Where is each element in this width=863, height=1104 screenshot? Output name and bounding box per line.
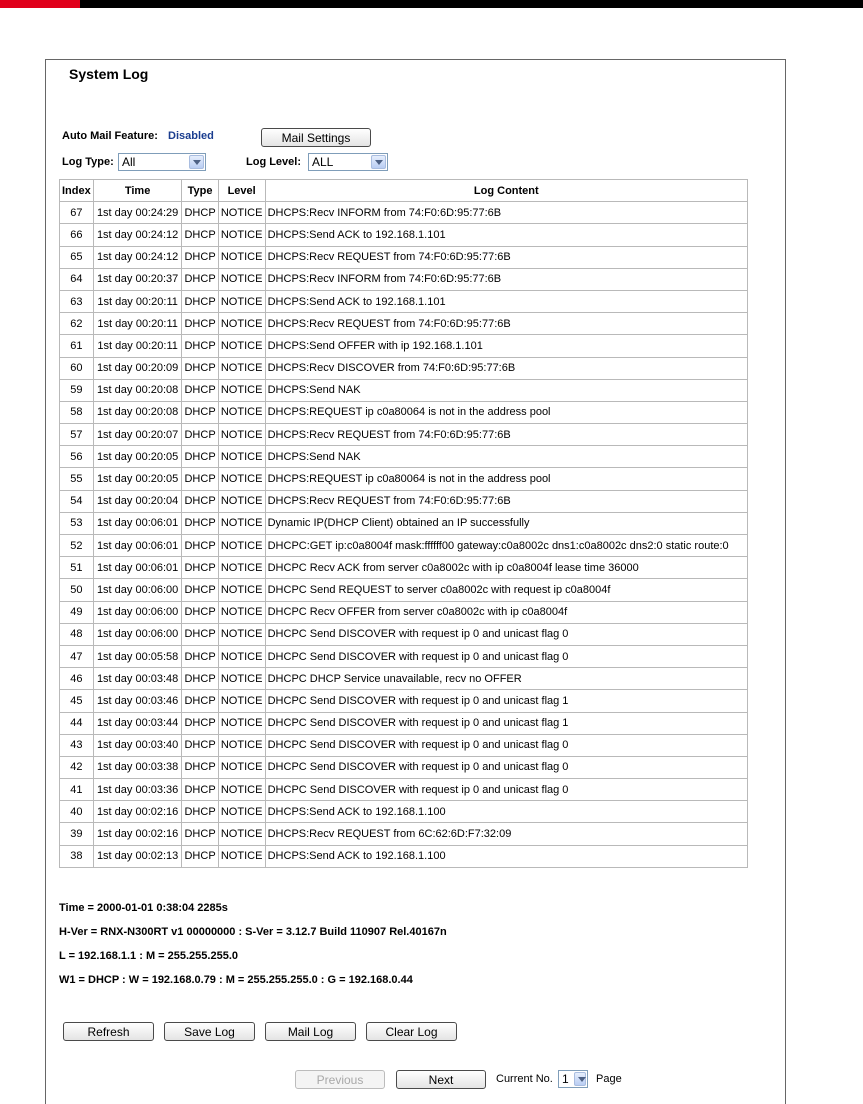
log-content-cell: DHCPC Recv ACK from server c0a8002c with ip c0a8004f lease time 36000 <box>265 557 747 579</box>
log-content-cell: DHCPS:Recv REQUEST from 6C:62:6D:F7:32:09 <box>265 823 747 845</box>
table-row <box>60 557 748 579</box>
log-index-cell: 58 <box>60 401 94 423</box>
log-type-cell: DHCP <box>182 756 218 778</box>
log-time-cell: 1st day 00:03:44 <box>93 712 182 734</box>
log-type-cell: DHCP <box>182 468 218 490</box>
log-time-cell: 1st day 00:20:07 <box>93 424 182 446</box>
log-time-cell: 1st day 00:02:16 <box>93 823 182 845</box>
table-row <box>60 446 748 468</box>
save-log-button[interactable]: Save Log <box>164 1022 255 1041</box>
table-row <box>60 668 748 690</box>
log-time-cell: 1st day 00:02:16 <box>93 801 182 823</box>
log-time-cell: 1st day 00:20:08 <box>93 379 182 401</box>
log-content-cell: DHCPS:Recv INFORM from 74:F0:6D:95:77:6B <box>265 268 747 290</box>
log-index-cell: 61 <box>60 335 94 357</box>
log-content-cell: DHCPS:Send NAK <box>265 446 747 468</box>
table-row <box>60 512 748 534</box>
table-row <box>60 823 748 845</box>
column-header-type: Type <box>182 180 218 202</box>
log-content-cell: DHCPC Send DISCOVER with request ip 0 and unicast flag 0 <box>265 734 747 756</box>
log-index-cell: 62 <box>60 313 94 335</box>
table-row <box>60 290 748 312</box>
table-row <box>60 313 748 335</box>
log-time-cell: 1st day 00:20:05 <box>93 468 182 490</box>
table-row <box>60 734 748 756</box>
log-type-cell: DHCP <box>182 512 218 534</box>
log-type-cell: DHCP <box>182 623 218 645</box>
log-type-cell: DHCP <box>182 823 218 845</box>
log-type-cell: DHCP <box>182 645 218 667</box>
log-index-cell: 49 <box>60 601 94 623</box>
log-level-cell: NOTICE <box>218 224 265 246</box>
log-content-cell: DHCPC Send DISCOVER with request ip 0 and unicast flag 0 <box>265 645 747 667</box>
log-level-cell: NOTICE <box>218 557 265 579</box>
log-index-cell: 38 <box>60 845 94 867</box>
log-level-cell: NOTICE <box>218 801 265 823</box>
log-type-cell: DHCP <box>182 357 218 379</box>
log-level-cell: NOTICE <box>218 712 265 734</box>
log-level-cell: NOTICE <box>218 246 265 268</box>
log-type-cell: DHCP <box>182 202 218 224</box>
log-time-cell: 1st day 00:06:01 <box>93 557 182 579</box>
log-type-cell: DHCP <box>182 379 218 401</box>
log-index-cell: 40 <box>60 801 94 823</box>
log-time-cell: 1st day 00:06:00 <box>93 579 182 601</box>
column-header-level: Level <box>218 180 265 202</box>
log-type-cell: DHCP <box>182 801 218 823</box>
log-index-cell: 59 <box>60 379 94 401</box>
log-content-cell: DHCPS:Send ACK to 192.168.1.100 <box>265 801 747 823</box>
log-index-cell: 63 <box>60 290 94 312</box>
table-row <box>60 224 748 246</box>
log-index-cell: 52 <box>60 535 94 557</box>
log-content-cell: DHCPS:Recv REQUEST from 74:F0:6D:95:77:6B <box>265 313 747 335</box>
log-type-select[interactable] <box>118 153 206 171</box>
log-content-cell: DHCPS:Send ACK to 192.168.1.101 <box>265 290 747 312</box>
table-row <box>60 246 748 268</box>
current-page-label: Current No. <box>496 1073 553 1085</box>
table-row <box>60 379 748 401</box>
log-time-cell: 1st day 00:24:12 <box>93 246 182 268</box>
log-content-cell: Dynamic IP(DHCP Client) obtained an IP successfully <box>265 512 747 534</box>
log-level-value: ALL <box>312 155 334 169</box>
table-row <box>60 623 748 645</box>
log-index-cell: 56 <box>60 446 94 468</box>
log-content-cell: DHCPC Send DISCOVER with request ip 0 and unicast flag 1 <box>265 712 747 734</box>
column-header-index: Index <box>60 180 94 202</box>
refresh-button[interactable]: Refresh <box>63 1022 154 1041</box>
log-level-cell: NOTICE <box>218 490 265 512</box>
log-type-cell: DHCP <box>182 446 218 468</box>
log-content-cell: DHCPC Send DISCOVER with request ip 0 and unicast flag 0 <box>265 756 747 778</box>
log-type-cell: DHCP <box>182 246 218 268</box>
log-level-cell: NOTICE <box>218 690 265 712</box>
log-type-cell: DHCP <box>182 401 218 423</box>
log-time-cell: 1st day 00:20:05 <box>93 446 182 468</box>
table-row <box>60 779 748 801</box>
log-type-cell: DHCP <box>182 490 218 512</box>
log-type-cell: DHCP <box>182 690 218 712</box>
log-level-cell: NOTICE <box>218 379 265 401</box>
log-content-cell: DHCPS:Recv REQUEST from 74:F0:6D:95:77:6B <box>265 424 747 446</box>
log-index-cell: 48 <box>60 623 94 645</box>
log-time-cell: 1st day 00:05:58 <box>93 645 182 667</box>
log-content-cell: DHCPC Send DISCOVER with request ip 0 and unicast flag 0 <box>265 779 747 801</box>
table-row <box>60 645 748 667</box>
log-content-cell: DHCPC Send DISCOVER with request ip 0 and unicast flag 1 <box>265 690 747 712</box>
table-row <box>60 579 748 601</box>
log-content-cell: DHCPS:Send NAK <box>265 379 747 401</box>
wan-info: W1 = DHCP : W = 192.168.0.79 : M = 255.255.255.0 : G = 192.168.0.44 <box>59 974 413 986</box>
log-level-cell: NOTICE <box>218 734 265 756</box>
log-index-cell: 41 <box>60 779 94 801</box>
current-page-value: 1 <box>562 1072 569 1086</box>
chevron-down-icon[interactable] <box>574 1072 586 1086</box>
log-time-cell: 1st day 00:02:13 <box>93 845 182 867</box>
table-row <box>60 468 748 490</box>
log-content-cell: DHCPC Send DISCOVER with request ip 0 and unicast flag 0 <box>265 623 747 645</box>
log-index-cell: 64 <box>60 268 94 290</box>
table-row <box>60 424 748 446</box>
log-content-cell: DHCPS:Recv REQUEST from 74:F0:6D:95:77:6B <box>265 246 747 268</box>
log-type-cell: DHCP <box>182 335 218 357</box>
log-time-cell: 1st day 00:03:48 <box>93 668 182 690</box>
log-table <box>59 179 748 868</box>
log-level-cell: NOTICE <box>218 468 265 490</box>
log-index-cell: 45 <box>60 690 94 712</box>
log-index-cell: 51 <box>60 557 94 579</box>
log-time-cell: 1st day 00:06:01 <box>93 512 182 534</box>
page-label: Page <box>596 1073 622 1085</box>
log-content-cell: DHCPS:Send ACK to 192.168.1.101 <box>265 224 747 246</box>
log-time-cell: 1st day 00:24:12 <box>93 224 182 246</box>
log-type-cell: DHCP <box>182 224 218 246</box>
log-level-cell: NOTICE <box>218 601 265 623</box>
log-content-cell: DHCPS:Send OFFER with ip 192.168.1.101 <box>265 335 747 357</box>
log-type-value: All <box>122 155 136 169</box>
column-header-time: Time <box>93 180 182 202</box>
chevron-down-icon[interactable] <box>189 155 204 169</box>
log-index-cell: 55 <box>60 468 94 490</box>
log-level-label: Log Level: <box>246 156 302 168</box>
current-page-select[interactable] <box>558 1070 588 1088</box>
clear-log-button[interactable]: Clear Log <box>366 1022 457 1041</box>
log-content-cell: DHCPC DHCP Service unavailable, recv no OFFER <box>265 668 747 690</box>
table-row <box>60 335 748 357</box>
log-type-cell: DHCP <box>182 268 218 290</box>
log-type-cell: DHCP <box>182 557 218 579</box>
log-content-cell: DHCPS:REQUEST ip c0a80064 is not in the address pool <box>265 401 747 423</box>
log-content-cell: DHCPS:Recv REQUEST from 74:F0:6D:95:77:6B <box>265 490 747 512</box>
log-level-cell: NOTICE <box>218 779 265 801</box>
column-header-log-content: Log Content <box>265 180 747 202</box>
mail-settings-button[interactable]: Mail Settings <box>261 128 371 147</box>
log-time-cell: 1st day 00:20:11 <box>93 313 182 335</box>
log-type-cell: DHCP <box>182 601 218 623</box>
table-header-row <box>60 180 748 202</box>
log-time-cell: 1st day 00:20:11 <box>93 335 182 357</box>
table-row <box>60 601 748 623</box>
table-row <box>60 845 748 867</box>
table-row <box>60 690 748 712</box>
log-index-cell: 50 <box>60 579 94 601</box>
log-time-cell: 1st day 00:20:08 <box>93 401 182 423</box>
log-table-body <box>60 202 748 868</box>
log-type-cell: DHCP <box>182 313 218 335</box>
top-bar <box>0 0 863 8</box>
system-time: Time = 2000-01-01 0:38:04 2285s <box>59 902 228 914</box>
log-content-cell: DHCPC:GET ip:c0a8004f mask:ffffff00 gateway:c0a8002c dns1:c0a8002c dns2:0 static route:0 <box>265 535 747 557</box>
table-row <box>60 756 748 778</box>
log-level-cell: NOTICE <box>218 268 265 290</box>
log-level-cell: NOTICE <box>218 512 265 534</box>
table-row <box>60 712 748 734</box>
log-level-cell: NOTICE <box>218 290 265 312</box>
log-level-cell: NOTICE <box>218 645 265 667</box>
chevron-down-icon[interactable] <box>371 155 386 169</box>
log-level-cell: NOTICE <box>218 535 265 557</box>
log-index-cell: 44 <box>60 712 94 734</box>
log-index-cell: 60 <box>60 357 94 379</box>
lan-info: L = 192.168.1.1 : M = 255.255.255.0 <box>59 950 238 962</box>
log-time-cell: 1st day 00:24:29 <box>93 202 182 224</box>
page-title: System Log <box>69 66 149 82</box>
log-index-cell: 53 <box>60 512 94 534</box>
log-level-cell: NOTICE <box>218 845 265 867</box>
log-time-cell: 1st day 00:20:11 <box>93 290 182 312</box>
log-level-select[interactable] <box>308 153 388 171</box>
table-row <box>60 490 748 512</box>
log-time-cell: 1st day 00:03:40 <box>93 734 182 756</box>
mail-log-button[interactable]: Mail Log <box>265 1022 356 1041</box>
system-log-panel <box>45 59 786 1104</box>
log-index-cell: 43 <box>60 734 94 756</box>
table-row <box>60 801 748 823</box>
log-type-cell: DHCP <box>182 668 218 690</box>
table-row <box>60 357 748 379</box>
log-type-cell: DHCP <box>182 579 218 601</box>
log-type-cell: DHCP <box>182 535 218 557</box>
log-time-cell: 1st day 00:03:36 <box>93 779 182 801</box>
log-level-cell: NOTICE <box>218 313 265 335</box>
log-time-cell: 1st day 00:06:01 <box>93 535 182 557</box>
log-index-cell: 65 <box>60 246 94 268</box>
log-content-cell: DHCPS:Recv DISCOVER from 74:F0:6D:95:77:6B <box>265 357 747 379</box>
log-type-cell: DHCP <box>182 734 218 756</box>
log-type-label: Log Type: <box>62 156 114 168</box>
log-content-cell: DHCPC Send REQUEST to server c0a8002c with request ip c0a8004f <box>265 579 747 601</box>
log-index-cell: 54 <box>60 490 94 512</box>
log-level-cell: NOTICE <box>218 446 265 468</box>
table-row <box>60 535 748 557</box>
log-level-cell: NOTICE <box>218 357 265 379</box>
log-index-cell: 42 <box>60 756 94 778</box>
log-index-cell: 39 <box>60 823 94 845</box>
log-time-cell: 1st day 00:06:00 <box>93 623 182 645</box>
log-level-cell: NOTICE <box>218 401 265 423</box>
log-time-cell: 1st day 00:20:04 <box>93 490 182 512</box>
log-time-cell: 1st day 00:06:00 <box>93 601 182 623</box>
log-level-cell: NOTICE <box>218 202 265 224</box>
log-index-cell: 46 <box>60 668 94 690</box>
log-index-cell: 47 <box>60 645 94 667</box>
log-type-cell: DHCP <box>182 290 218 312</box>
log-index-cell: 57 <box>60 424 94 446</box>
version-info: H-Ver = RNX-N300RT v1 00000000 : S-Ver = 3.12.7 Build 110907 Rel.40167n <box>59 926 447 938</box>
log-type-cell: DHCP <box>182 779 218 801</box>
log-time-cell: 1st day 00:20:09 <box>93 357 182 379</box>
auto-mail-status: Disabled <box>168 130 214 142</box>
log-level-cell: NOTICE <box>218 579 265 601</box>
log-level-cell: NOTICE <box>218 424 265 446</box>
previous-page-button[interactable]: Previous <box>295 1070 385 1089</box>
log-content-cell: DHCPS:Send ACK to 192.168.1.100 <box>265 845 747 867</box>
log-index-cell: 66 <box>60 224 94 246</box>
table-row <box>60 268 748 290</box>
log-time-cell: 1st day 00:03:38 <box>93 756 182 778</box>
auto-mail-label: Auto Mail Feature: <box>62 130 158 142</box>
log-level-cell: NOTICE <box>218 335 265 357</box>
log-level-cell: NOTICE <box>218 756 265 778</box>
log-time-cell: 1st day 00:03:46 <box>93 690 182 712</box>
log-type-cell: DHCP <box>182 424 218 446</box>
table-row <box>60 401 748 423</box>
log-content-cell: DHCPS:REQUEST ip c0a80064 is not in the address pool <box>265 468 747 490</box>
log-type-cell: DHCP <box>182 712 218 734</box>
log-level-cell: NOTICE <box>218 623 265 645</box>
log-content-cell: DHCPC Recv OFFER from server c0a8002c with ip c0a8004f <box>265 601 747 623</box>
log-content-cell: DHCPS:Recv INFORM from 74:F0:6D:95:77:6B <box>265 202 747 224</box>
log-level-cell: NOTICE <box>218 668 265 690</box>
next-page-button[interactable]: Next <box>396 1070 486 1089</box>
log-level-cell: NOTICE <box>218 823 265 845</box>
brand-stripe <box>0 0 80 8</box>
log-index-cell: 67 <box>60 202 94 224</box>
log-type-cell: DHCP <box>182 845 218 867</box>
log-time-cell: 1st day 00:20:37 <box>93 268 182 290</box>
table-row <box>60 202 748 224</box>
